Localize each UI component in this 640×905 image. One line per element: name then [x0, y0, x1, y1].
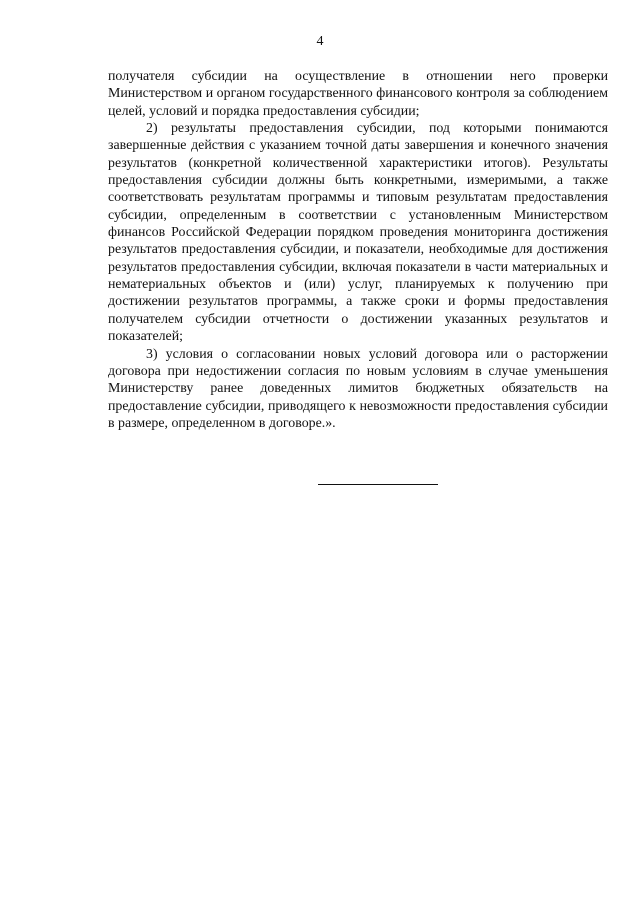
paragraph-item-2: 2) результаты предоставления субсидии, под которыми понимаются завершенные действия с указанием точной даты завершения и конечного значения результатов (конкретной количественной характеристики итогов). Результаты предоставления субсидии должны быть конкретными, измеримыми, а также соответствовать результатам программы и типовым результатам предоставления субсидии, определенным в соответствии с установленным Министерством финансов Российской Федерации порядком проведения мониторинга достижения результатов предоставления субсидии, и показатели, необходимые для достижения результатов предоставления субсидии, включая показатели в части материальных и нематериальных объектов и (или) услуг, планируемых к получению при достижении результатов программы, а также сроки и формы предоставления получателем субсидии отчетности о достижении указанных результатов и показателей;: [108, 121, 608, 345]
paragraph-continuation: получателя субсидии на осуществление в отношении него проверки Министерством и органом государственного финансового контроля за соблюдением целей, условий и порядка предоставления субсидии;: [108, 69, 608, 119]
document-body: [108, 68, 608, 432]
paragraph-item-3: 3) условия о согласовании новых условий договора или о расторжении договора при недостижении согласия по новым условиям в случае уменьшения Министерству ранее доведенных лимитов бюджетных обязательств на предоставление субсидии, приводящего к невозможности предоставления субсидии в размере, определенном в договоре.».: [108, 346, 608, 431]
closing-rule: [318, 484, 438, 485]
page-number: 4: [316, 34, 324, 49]
